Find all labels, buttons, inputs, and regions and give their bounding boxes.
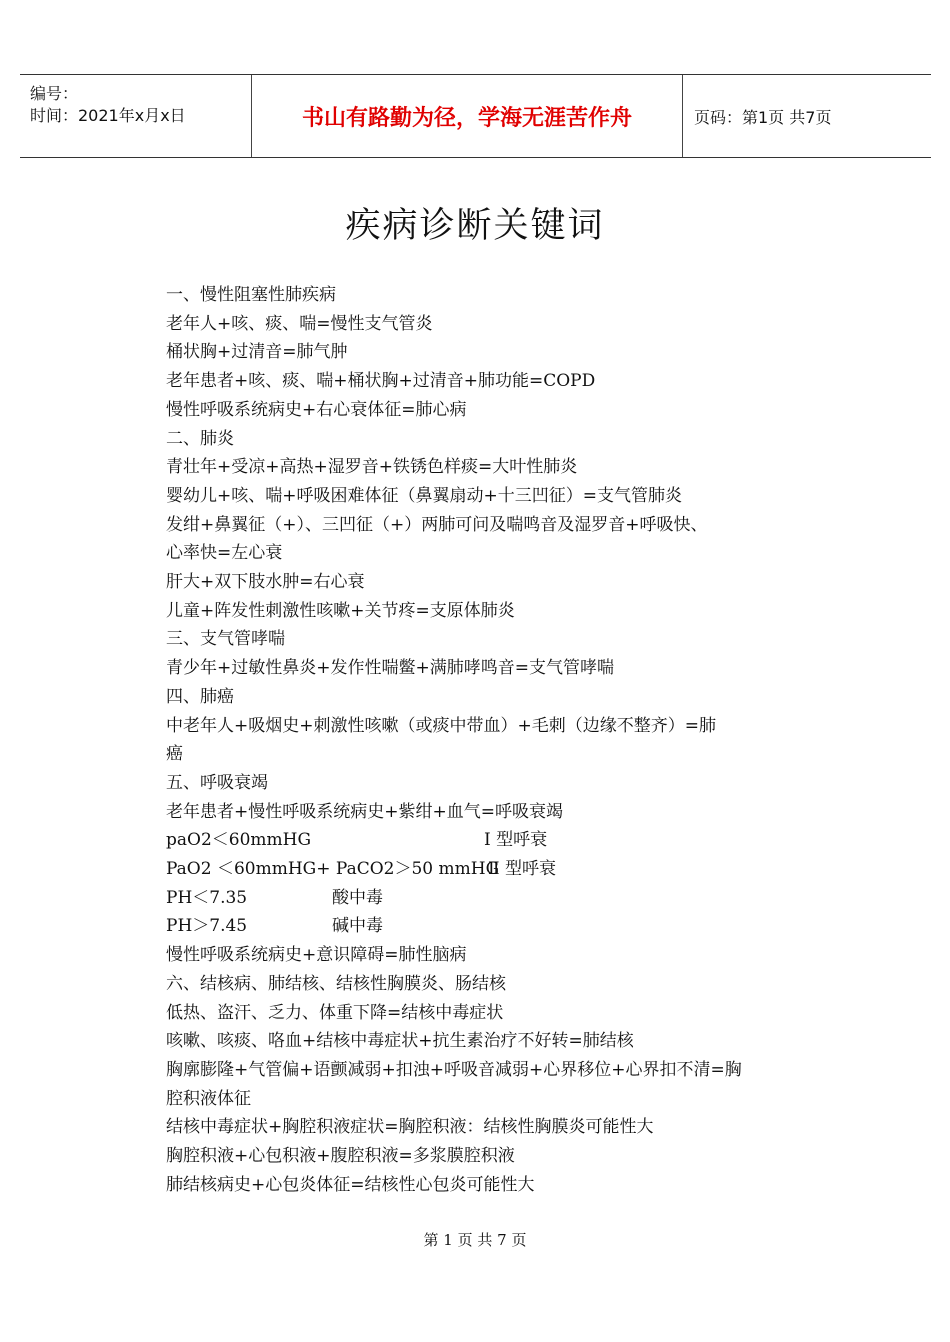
body-line: 慢性呼吸系统病史+意识障碍=肺性脑病 (166, 945, 467, 966)
criteria-row (166, 826, 796, 855)
document-time: 时间：2021年x月x日 (30, 106, 186, 125)
body-line: 低热、盗汗、乏力、体重下降=结核中毒症状 (166, 1002, 504, 1023)
body-line: 青壮年+受凉+高热+湿罗音+铁锈色样痰=大叶性肺炎 (166, 457, 578, 478)
body-line: 结核中毒症状+胸腔积液症状=胸腔积液：结核性胸膜炎可能性大 (166, 1117, 654, 1138)
body-line: 老年患者+咳、痰、喘+桶状胸+过清音+肺功能=COPD (166, 371, 596, 392)
body-line: 肝大+双下肢水肿=右心衰 (166, 572, 365, 593)
criteria-row (166, 855, 796, 884)
criteria-condition: PaO2 ＜60mmHG+ PaCO2＞50 mmHG (166, 859, 500, 880)
body-line: 中老年人+吸烟史+刺激性咳嗽（或痰中带血）+毛刺（边缘不整齐）=肺 (166, 715, 716, 736)
body-line: 慢性呼吸系统病史+右心衰体征=肺心病 (166, 399, 467, 420)
body-line: 胸腔积液+心包积液+腹腔积液=多浆膜腔积液 (166, 1146, 515, 1167)
header-page-number: 页码：第1页 共7页 (694, 107, 832, 127)
body-line: 胸廓膨隆+气管偏+语颤减弱+扣浊+呼吸音减弱+心界移位+心界扣不清=胸 (166, 1059, 742, 1080)
body-line: 咳嗽、咳痰、咯血+结核中毒症状+抗生素治疗不好转=肺结核 (166, 1031, 634, 1052)
body-line: 心率快=左心衰 (166, 543, 283, 564)
body-line: 老年患者+慢性呼吸系统病史+紫绀+血气=呼吸衰竭 (166, 801, 563, 822)
body-line: 儿童+阵发性刺激性咳嗽+关节疼=支原体肺炎 (166, 600, 515, 621)
body-line: 发绀+鼻翼征（+）、三凹征（+）两肺可问及喘鸣音及湿罗音+呼吸快、 (166, 514, 708, 535)
criteria-row (166, 912, 796, 941)
header-motto-cell (252, 75, 683, 157)
document-title: 疾病诊断关键词 (345, 206, 605, 246)
criteria-result: Ⅰ 型呼衰 (484, 830, 548, 851)
body-line: 二、肺炎 (166, 428, 234, 449)
body-line: 老年人+咳、痰、喘=慢性支气管炎 (166, 313, 433, 334)
body-line: 一、慢性阻塞性肺疾病 (166, 285, 336, 305)
document-number: 编号： (30, 84, 79, 103)
body-line: 肺结核病史+心包炎体征=结核性心包炎可能性大 (166, 1174, 535, 1195)
page-header (20, 74, 931, 158)
body-line: 青少年+过敏性鼻炎+发作性喘鳖+满肺哮鸣音=支气管哮喘 (166, 658, 614, 679)
body-line: 腔积液体征 (166, 1088, 251, 1109)
body-line: 婴幼儿+咳、喘+呼吸困难体征（鼻翼扇动+十三凹征）=支气管肺炎 (166, 485, 682, 506)
criteria-condition: PH＞7.45 (166, 916, 248, 937)
criteria-row (166, 884, 796, 913)
body-line: 四、肺癌 (166, 686, 234, 707)
criteria-result: Ⅱ 型呼衰 (488, 859, 556, 880)
body-line: 三、支气管哮喘 (166, 629, 285, 650)
page-footer: 第 1 页 共 7 页 (423, 1231, 527, 1249)
body-line: 六、结核病、肺结核、结核性胸膜炎、肠结核 (166, 973, 506, 994)
header-meta-cell (20, 75, 252, 157)
criteria-result: 碱中毒 (332, 916, 383, 937)
body-line: 癌 (166, 744, 183, 765)
criteria-condition: paO2＜60mmHG (166, 830, 312, 851)
body-line: 五、呼吸衰竭 (166, 772, 268, 793)
motto-text: 书山有路勤为径，学海无涯苦作舟 (301, 105, 632, 131)
header-page-cell (683, 75, 931, 157)
document-body (166, 281, 796, 1200)
body-line: 桶状胸+过清音=肺气肿 (166, 342, 348, 363)
criteria-condition: PH＜7.35 (166, 887, 248, 908)
criteria-result: 酸中毒 (332, 887, 383, 908)
